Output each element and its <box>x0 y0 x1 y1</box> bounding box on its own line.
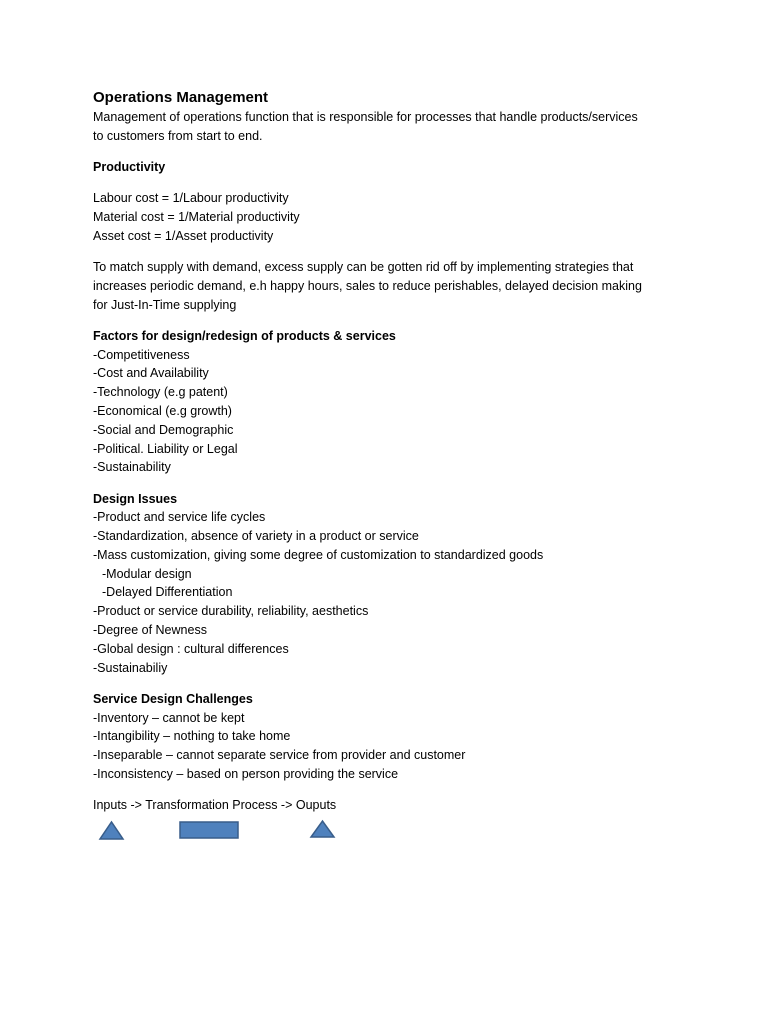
intro-line: to customers from start to end. <box>93 128 263 143</box>
paragraph-line: increases periodic demand, e.h happy hours, sales to reduce perishables, delayed decision making <box>93 278 642 293</box>
list-item: -Competitiveness <box>93 347 190 362</box>
page-title: Operations Management <box>93 89 269 106</box>
list-item: -Mass customization, giving some degree of customization to standardized goods <box>93 547 544 562</box>
list-item: -Cost and Availability <box>93 366 209 381</box>
formula-line: Material cost = 1/Material productivity <box>93 209 300 224</box>
process-diagram <box>93 818 353 848</box>
list-item: -Inseparable – cannot separate service from provider and customer <box>93 748 466 763</box>
formula-line: Labour cost = 1/Labour productivity <box>93 191 289 206</box>
list-item: -Product or service durability, reliability, aesthetics <box>93 604 369 619</box>
service-challenges-section <box>93 690 733 784</box>
productivity-heading: Productivity <box>93 159 166 174</box>
intro-line: Management of operations function that is responsible for processes that handle products/services <box>93 110 638 124</box>
design-issues-section <box>93 490 733 678</box>
productivity-formulas <box>93 189 733 245</box>
factors-heading: Factors for design/redesign of products & services <box>93 328 396 343</box>
list-item: -Standardization, absence of variety in a product or service <box>93 529 419 544</box>
list-item: -Inventory – cannot be kept <box>93 710 245 725</box>
list-item: -Inconsistency – based on person providing the service <box>93 767 399 782</box>
paragraph-line: To match supply with demand, excess supply can be gotten rid off by implementing strategies that <box>93 259 634 274</box>
list-item: -Technology (e.g patent) <box>93 385 228 400</box>
transformation-rectangle-shape <box>180 822 238 838</box>
list-item: -Global design : cultural differences <box>93 641 289 656</box>
supply-demand-paragraph <box>93 258 733 314</box>
sub-list-item: -Modular design <box>102 566 192 581</box>
paragraph-line: for Just-In-Time supplying <box>93 297 237 312</box>
process-line: Inputs -> Transformation Process -> Ouputs <box>93 798 337 813</box>
factors-section <box>93 327 733 477</box>
output-triangle-shape <box>311 821 334 837</box>
service-challenges-heading: Service Design Challenges <box>93 691 253 706</box>
list-item: -Economical (e.g growth) <box>93 403 232 418</box>
formula-line: Asset cost = 1/Asset productivity <box>93 228 274 243</box>
intro-paragraph <box>93 108 733 146</box>
input-triangle-shape <box>100 822 123 839</box>
list-item: -Social and Demographic <box>93 422 234 437</box>
list-item: -Political. Liability or Legal <box>93 441 238 456</box>
list-item: -Sustainability <box>93 460 171 475</box>
list-item: -Product and service life cycles <box>93 510 266 525</box>
list-item: -Degree of Newness <box>93 623 207 638</box>
list-item: -Intangibility – nothing to take home <box>93 729 291 744</box>
sub-list-item: -Delayed Differentiation <box>102 585 233 600</box>
design-issues-heading: Design Issues <box>93 491 178 506</box>
document-page <box>93 88 733 827</box>
list-item: -Sustainabiliy <box>93 660 168 675</box>
